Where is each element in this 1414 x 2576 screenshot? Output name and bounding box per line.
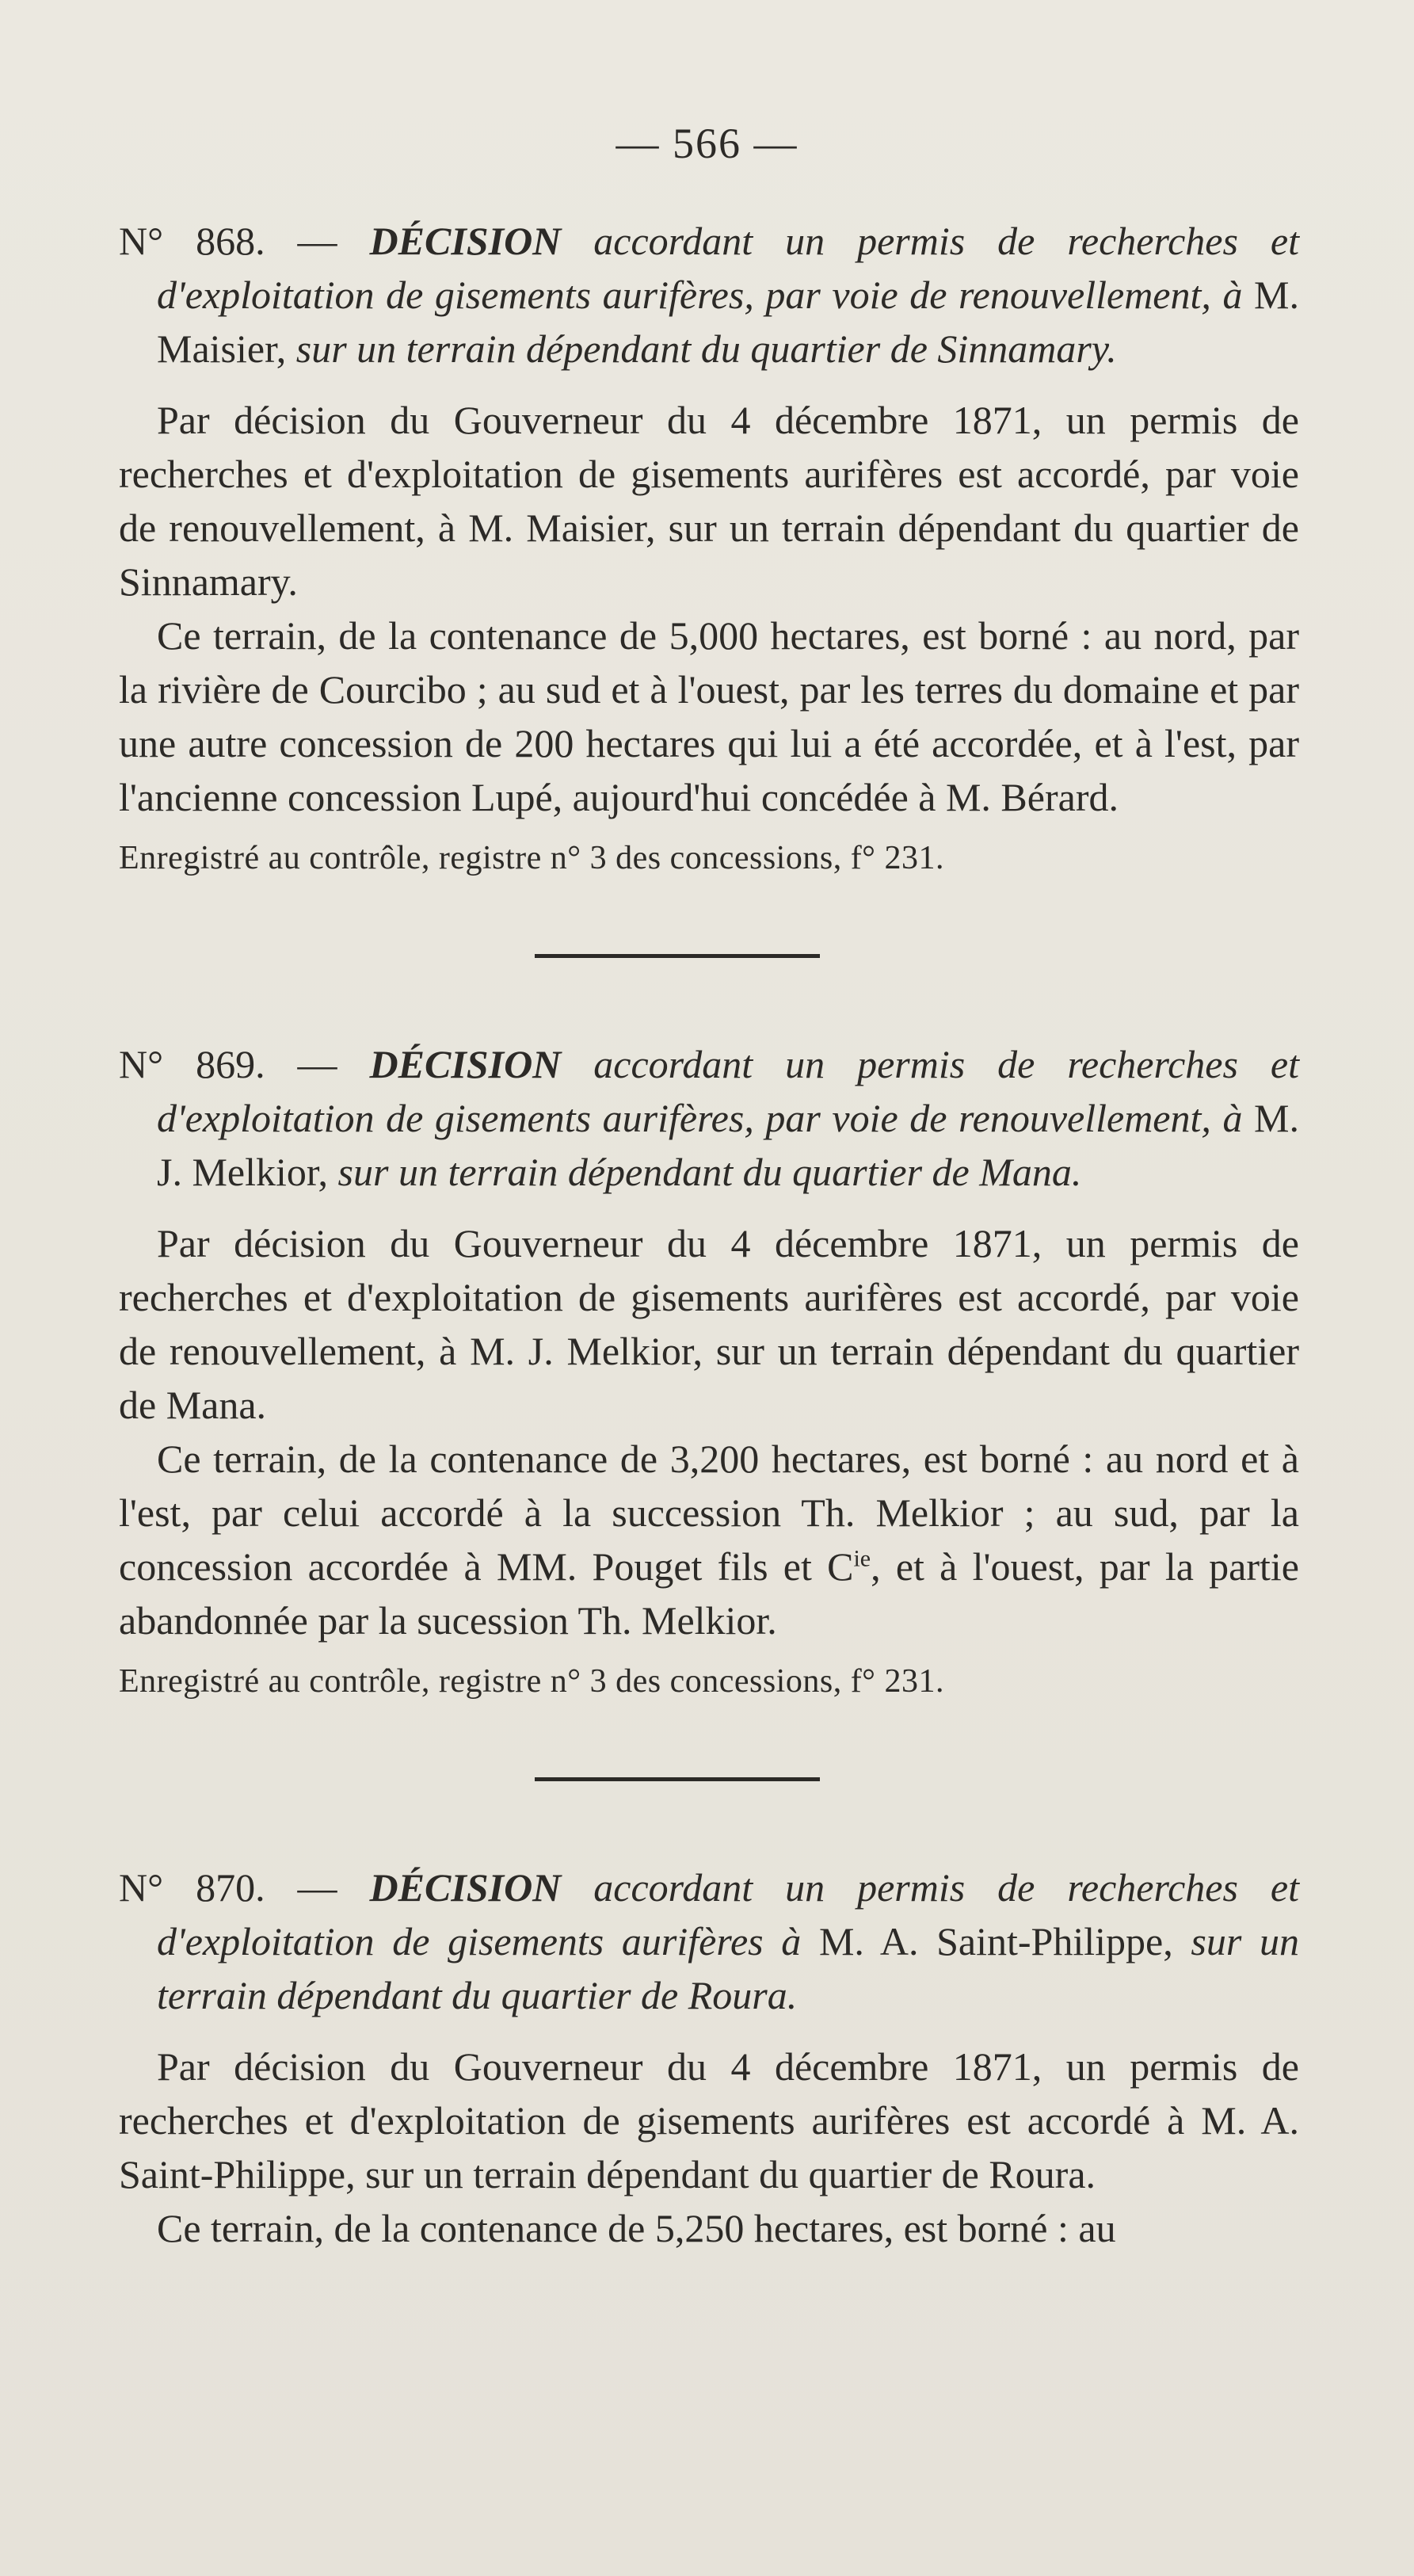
entry-paragraph: Ce terrain, de la contenance de 5,250 hectares, est borné : au — [157, 2206, 1116, 2250]
paragraph-text: Ce terrain, de la contenance de 3,200 hectares, est borné : au nord et à l'est, par celui accordé à la succession Th. Melkior ; au sud, par la concession accordée à MM. Pouget fils et C — [119, 1437, 1299, 1589]
entry-paragraph: Ce terrain, de la contenance de 5,000 hectares, est borné : au nord, par la rivière de Courcibo ; au sud et à l'ouest, par les terres du domaine et par une autre concession de 200 hectares qui lui a été accordée, et à l'est, par l'ancienne concession Lupé, aujourd'hui concédée à M. Bérard. — [119, 613, 1299, 819]
entry-title-part-1: accordant un permis de recherches et d'exploitation de gisements aurifères, par voie de renouvellement, à — [157, 219, 1300, 317]
entry-paragraph: Par décision du Gouverneur du 4 décembre 1871, un permis de recherches et d'exploitation de gisements aurifères est accordé à M. A. Saint-Philippe, sur un terrain dépendant du quartier de Roura. — [119, 2044, 1299, 2196]
entry-868 — [119, 214, 1299, 883]
entry-person: M. J. Melkior, — [157, 1096, 1299, 1194]
entry-title-part-1: accordant un permis de recherches et d'exploitation de gisements aurifères, par voie de renouvellement, à — [157, 1042, 1300, 1140]
registry-note: Enregistré au contrôle, registre n° 3 des concessions, f° 231. — [119, 840, 944, 876]
entry-person: M. A. Saint-Philippe, — [818, 1919, 1173, 1963]
entry-paragraph — [119, 1432, 1299, 1647]
entry-number: N° 869. — — [119, 1042, 370, 1086]
entry-heading — [119, 1860, 1299, 2022]
entry-keyword: DÉCISION — [369, 219, 562, 263]
entry-keyword: DÉCISION — [369, 1042, 562, 1086]
entry-number: N° 870. — — [119, 1865, 370, 1910]
entry-person: M. Maisier, — [157, 273, 1299, 371]
entry-title-part-2: sur un terrain dépendant du quartier de Mana. — [328, 1150, 1082, 1194]
entry-870 — [119, 1860, 1299, 2255]
section-divider — [535, 954, 820, 958]
entry-number: N° 868. — — [119, 219, 370, 263]
entry-heading — [119, 1037, 1299, 1199]
entry-paragraph: Par décision du Gouverneur du 4 décembre 1871, un permis de recherches et d'exploitation de gisements aurifères est accordé, par voie de renouvellement, à M. J. Melkior, sur un terrain dépendant du quartier de Mana. — [119, 1221, 1299, 1427]
document-body — [119, 214, 1299, 2255]
paragraph-text: , et à l'ouest, par la partie abandonnée par la sucession Th. Melkior. — [119, 1544, 1299, 1643]
page-number: — 566 — — [616, 120, 798, 167]
superscript-text: ie — [853, 1545, 871, 1572]
entry-title-part-2: sur un terrain dépendant du quartier de Roura. — [157, 1919, 1299, 2017]
entry-heading — [119, 214, 1299, 376]
entry-title-part-2: sur un terrain dépendant du quartier de Sinnamary. — [286, 326, 1117, 371]
registry-note: Enregistré au contrôle, registre n° 3 des concessions, f° 231. — [119, 1663, 944, 1700]
entry-paragraph: Par décision du Gouverneur du 4 décembre 1871, un permis de recherches et d'exploitation de gisements aurifères est accordé, par voie de renouvellement, à M. Maisier, sur un terrain dépendant du quartier de Sinnamary. — [119, 398, 1299, 604]
entry-title-part-1: accordant un permis de recherches et d'exploitation de gisements aurifères à — [157, 1865, 1300, 1963]
entry-keyword: DÉCISION — [369, 1865, 562, 1910]
section-divider — [535, 1777, 820, 1781]
entry-869 — [119, 1037, 1299, 1706]
